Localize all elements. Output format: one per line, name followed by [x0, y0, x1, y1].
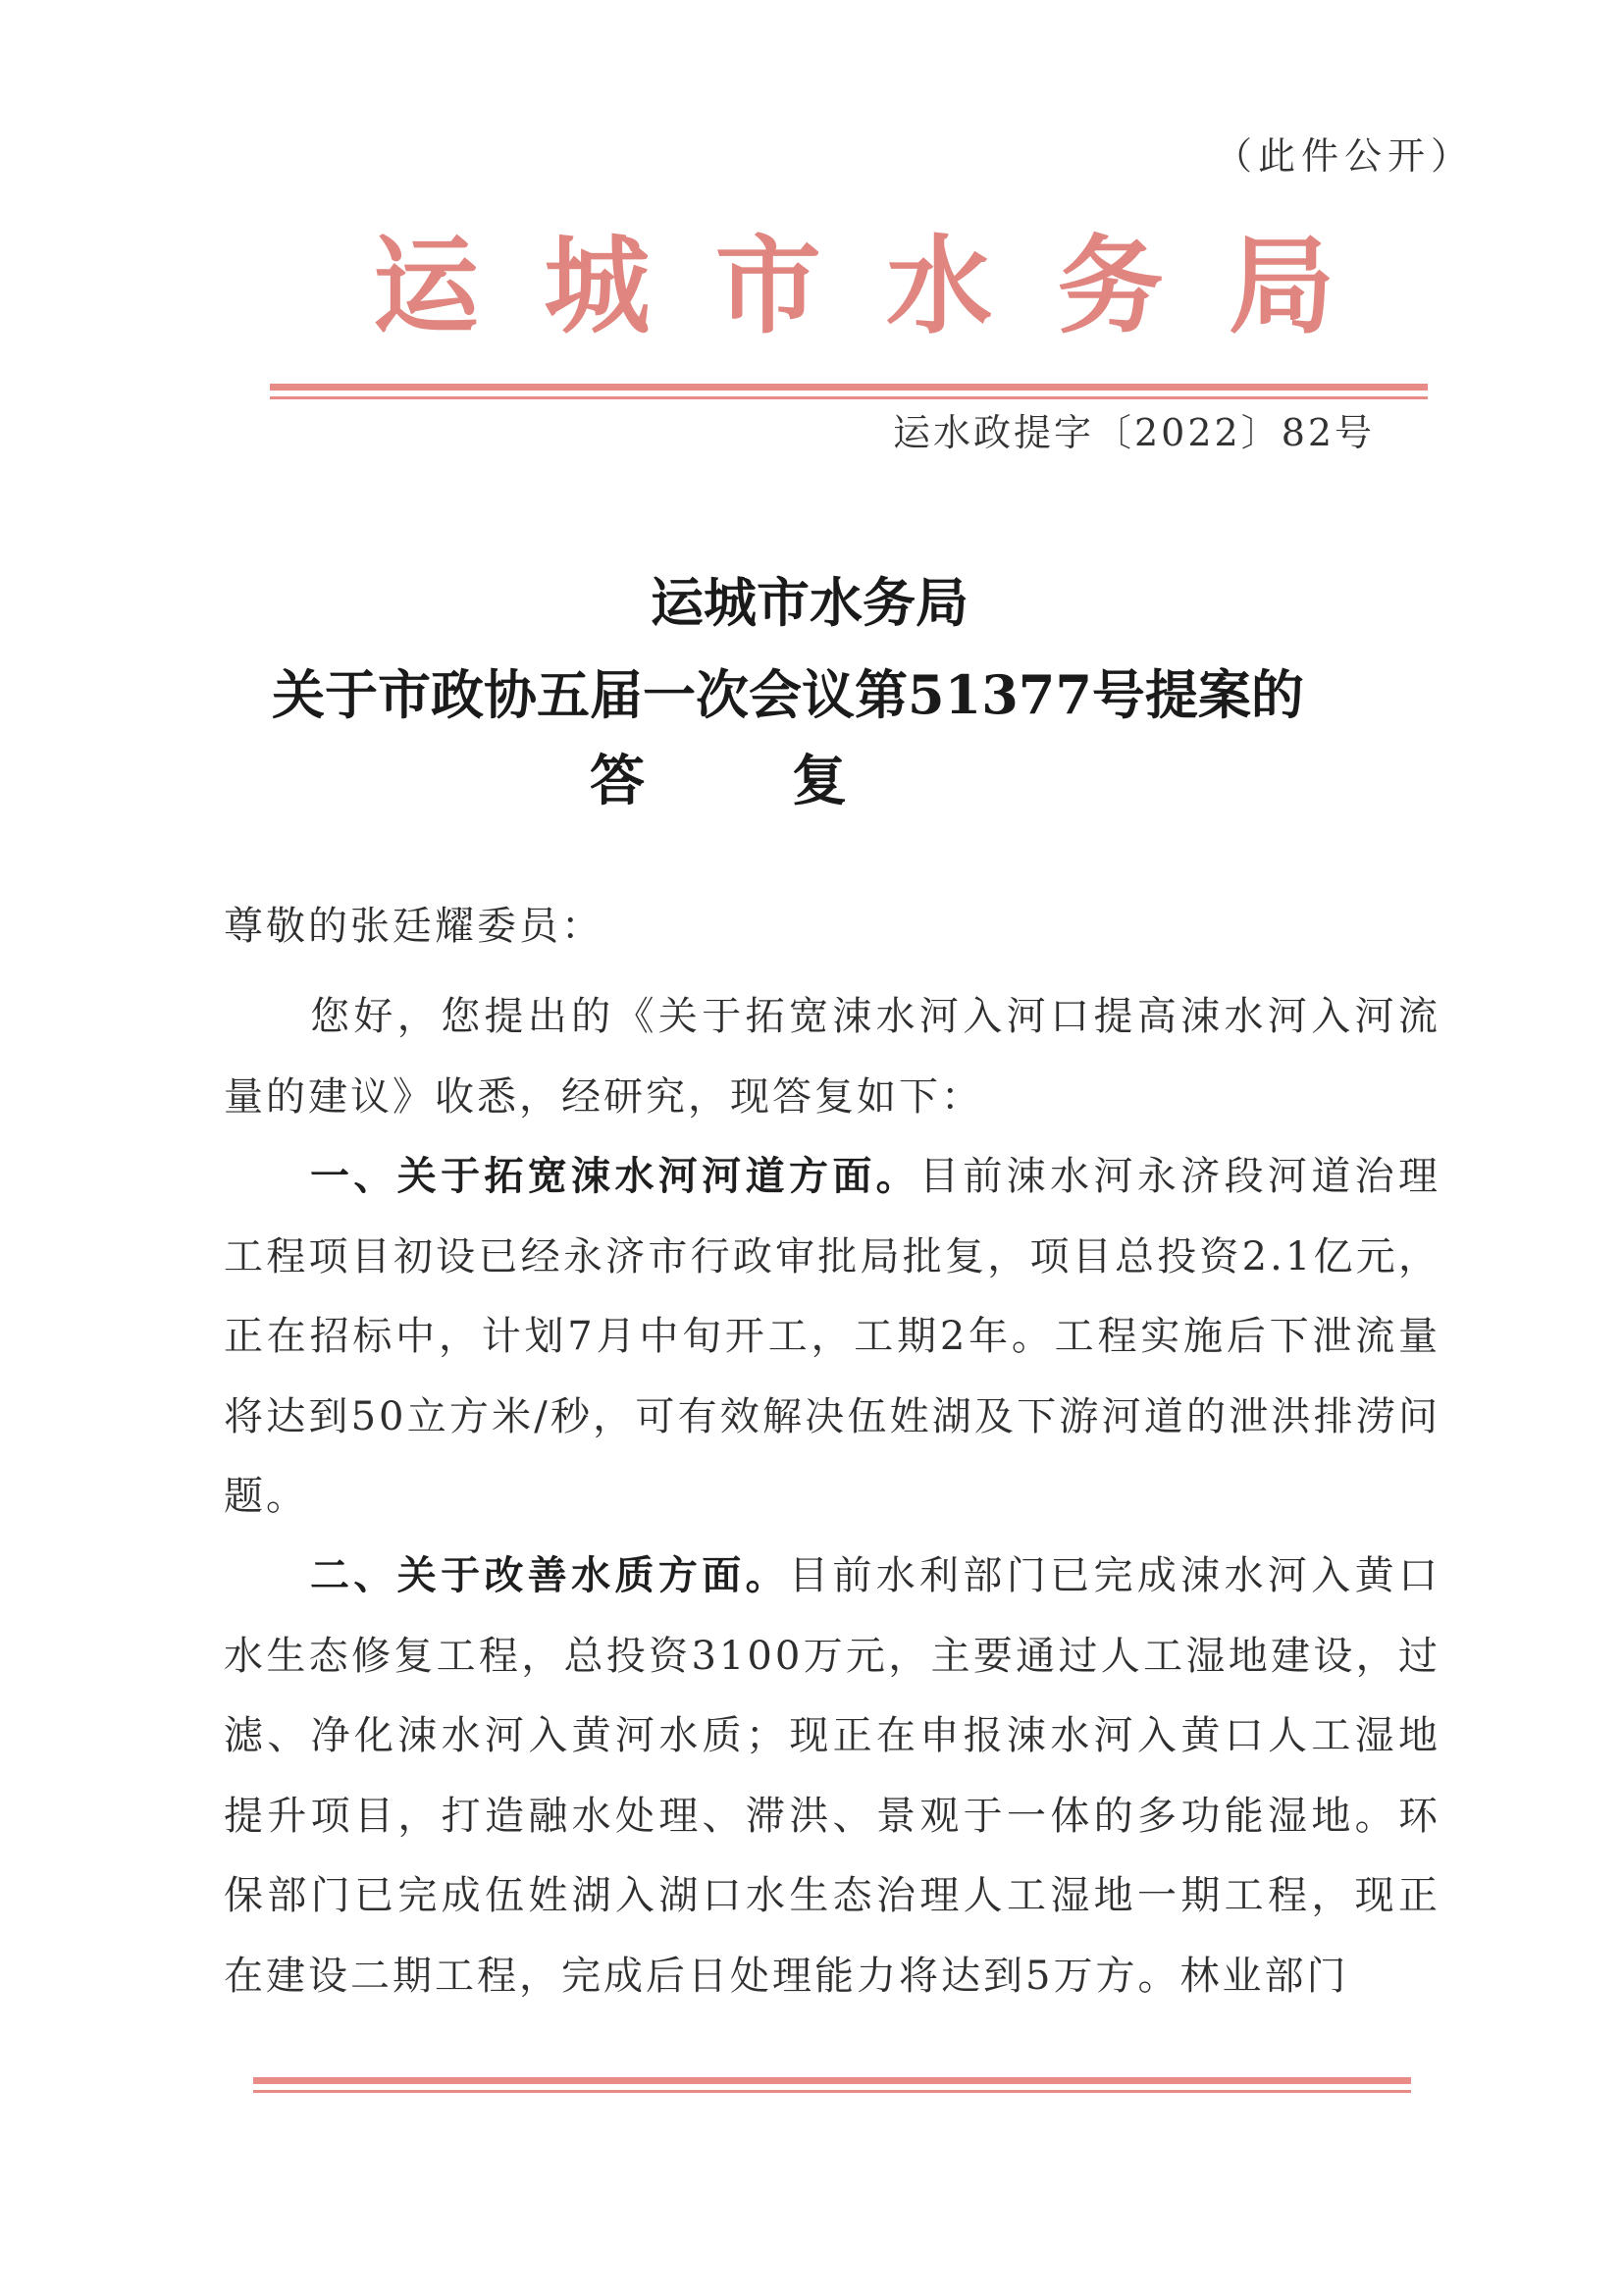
agency-header-char: 城 [544, 225, 651, 348]
paragraph-lead: 一、关于拓宽涑水河河道方面。 [310, 1154, 920, 1199]
title-line-2: 关于市政协五届一次会议第51377号提案的 [272, 663, 1304, 726]
footer-red-rule [253, 2077, 1411, 2093]
salutation: 尊敬的张廷耀委员： [224, 904, 603, 949]
header-red-rule [270, 384, 1428, 399]
agency-header-char: 运 [373, 225, 480, 348]
paragraph-text: 目前涑水河永济段河道治理工程项目初设已经永济市行政审批局批复，项目总投资2.1亿元，正在招标中，计划7月中旬开工，工期2年。工程实施后下泄流量将达到50立方米/秒，可有效解决伍姓湖及下游河道的泄洪排涝问题。 [224, 1154, 1441, 1519]
body-paragraph-2 [224, 1137, 1440, 1538]
document-number: 运水政提字〔2022〕82号 [893, 411, 1376, 454]
paragraph-text: 目前水利部门已完成涑水河入黄口水生态修复工程，总投资3100万元，主要通过人工湿地建设，过滤、净化涑水河入黄河水质；现正在申报涑水河入黄口人工湿地提升项目，打造融水处理、滞洪、景观于一体的多功能湿地。环保部门已完成伍姓湖入湖口水生态治理人工湿地一期工程，现正在建设二期工程，完成后日处理能力将达到5万方。林业部门 [224, 1553, 1441, 1999]
agency-header-char: 市 [714, 225, 821, 348]
agency-header-char: 局 [1228, 225, 1335, 348]
title-line-3: 答复 [590, 749, 994, 813]
agency-header [373, 225, 1335, 348]
title-line-1: 运城市水务局 [651, 571, 969, 634]
paragraph-lead: 二、关于改善水质方面。 [310, 1553, 789, 1598]
body-paragraph-1 [224, 977, 1440, 1137]
agency-header-char: 务 [1057, 225, 1164, 348]
paragraph-text: 您好，您提出的《关于拓宽涑水河入河口提高涑水河入河流量的建议》收悉，经研究，现答复如下： [224, 994, 1440, 1120]
body-paragraph-3 [224, 1537, 1440, 2016]
disclosure-note: （此件公开） [1215, 134, 1475, 178]
agency-header-char: 水 [886, 225, 993, 348]
